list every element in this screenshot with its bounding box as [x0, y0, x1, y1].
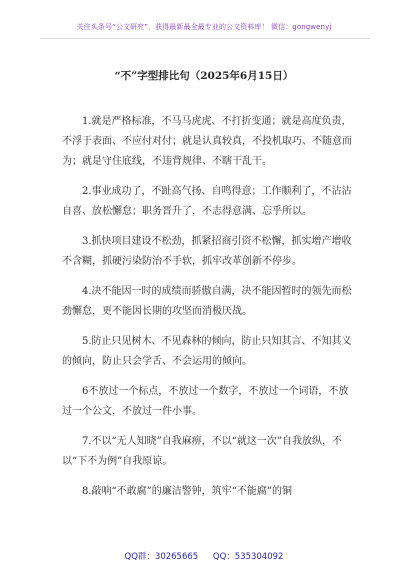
footer-qq-number: QQ：535304092 — [212, 552, 284, 562]
header-divider — [40, 38, 370, 39]
paragraph-7: 7.不以“无人知晓”自我麻痹，不以“就这一次”自我放纵，不以“下不为例”自我原谅。 — [62, 436, 342, 467]
paragraph-6: 6不放过一个标点，不放过一个数字，不放过一个词语，不放过一个公文，不放过一件小事。 — [62, 386, 349, 417]
paragraph-1: 1.就是严格标准，不马马虎虎、不打折变通；就是高度负责，不浮于表面、不应付对付；就是认真较真，不投机取巧、不随意而为；就是守住底线，不违背规律、不瞎干乱干。 — [62, 116, 352, 167]
paragraph-5: 5.防止只见树木、不见森林的倾向，防止只知其言、不知其义的倾向，防止只会学舌、不会运用的倾向。 — [62, 336, 352, 367]
footer-qq-group: QQ群：30265665 — [124, 552, 199, 562]
footer — [0, 550, 408, 562]
header-notice: 关注头条号“公文研究”，获得最新最全最专业的公文资料库！ 微信：gongwenyj — [76, 23, 332, 31]
paragraph-2: 2.事业成功了，不趾高气扬、自鸣得意；工作顺利了，不沾沾自喜、放松懈怠；职务晋升了，不志得意满、忘乎所以。 — [62, 186, 352, 217]
paragraph-8: 8.敲响“不敢腐”的廉洁警钟，筑牢“不能腐”的铜 — [82, 486, 292, 497]
document-body — [62, 112, 358, 512]
paragraph-4: 4.决不能因一时的成绩而骄傲自满，决不能因暂时的领先而松劲懈怠，更不能因长期的攻坚而消极厌战。 — [62, 286, 352, 317]
document-title: “不”字型排比句（2025年6月15日） — [114, 70, 294, 82]
paragraph-3: 3.抓快项目建设不松劲，抓紧招商引资不松懈，抓实增产增收不含糊，抓硬污染防治不手软，抓牢改革创新不停步。 — [62, 236, 352, 267]
